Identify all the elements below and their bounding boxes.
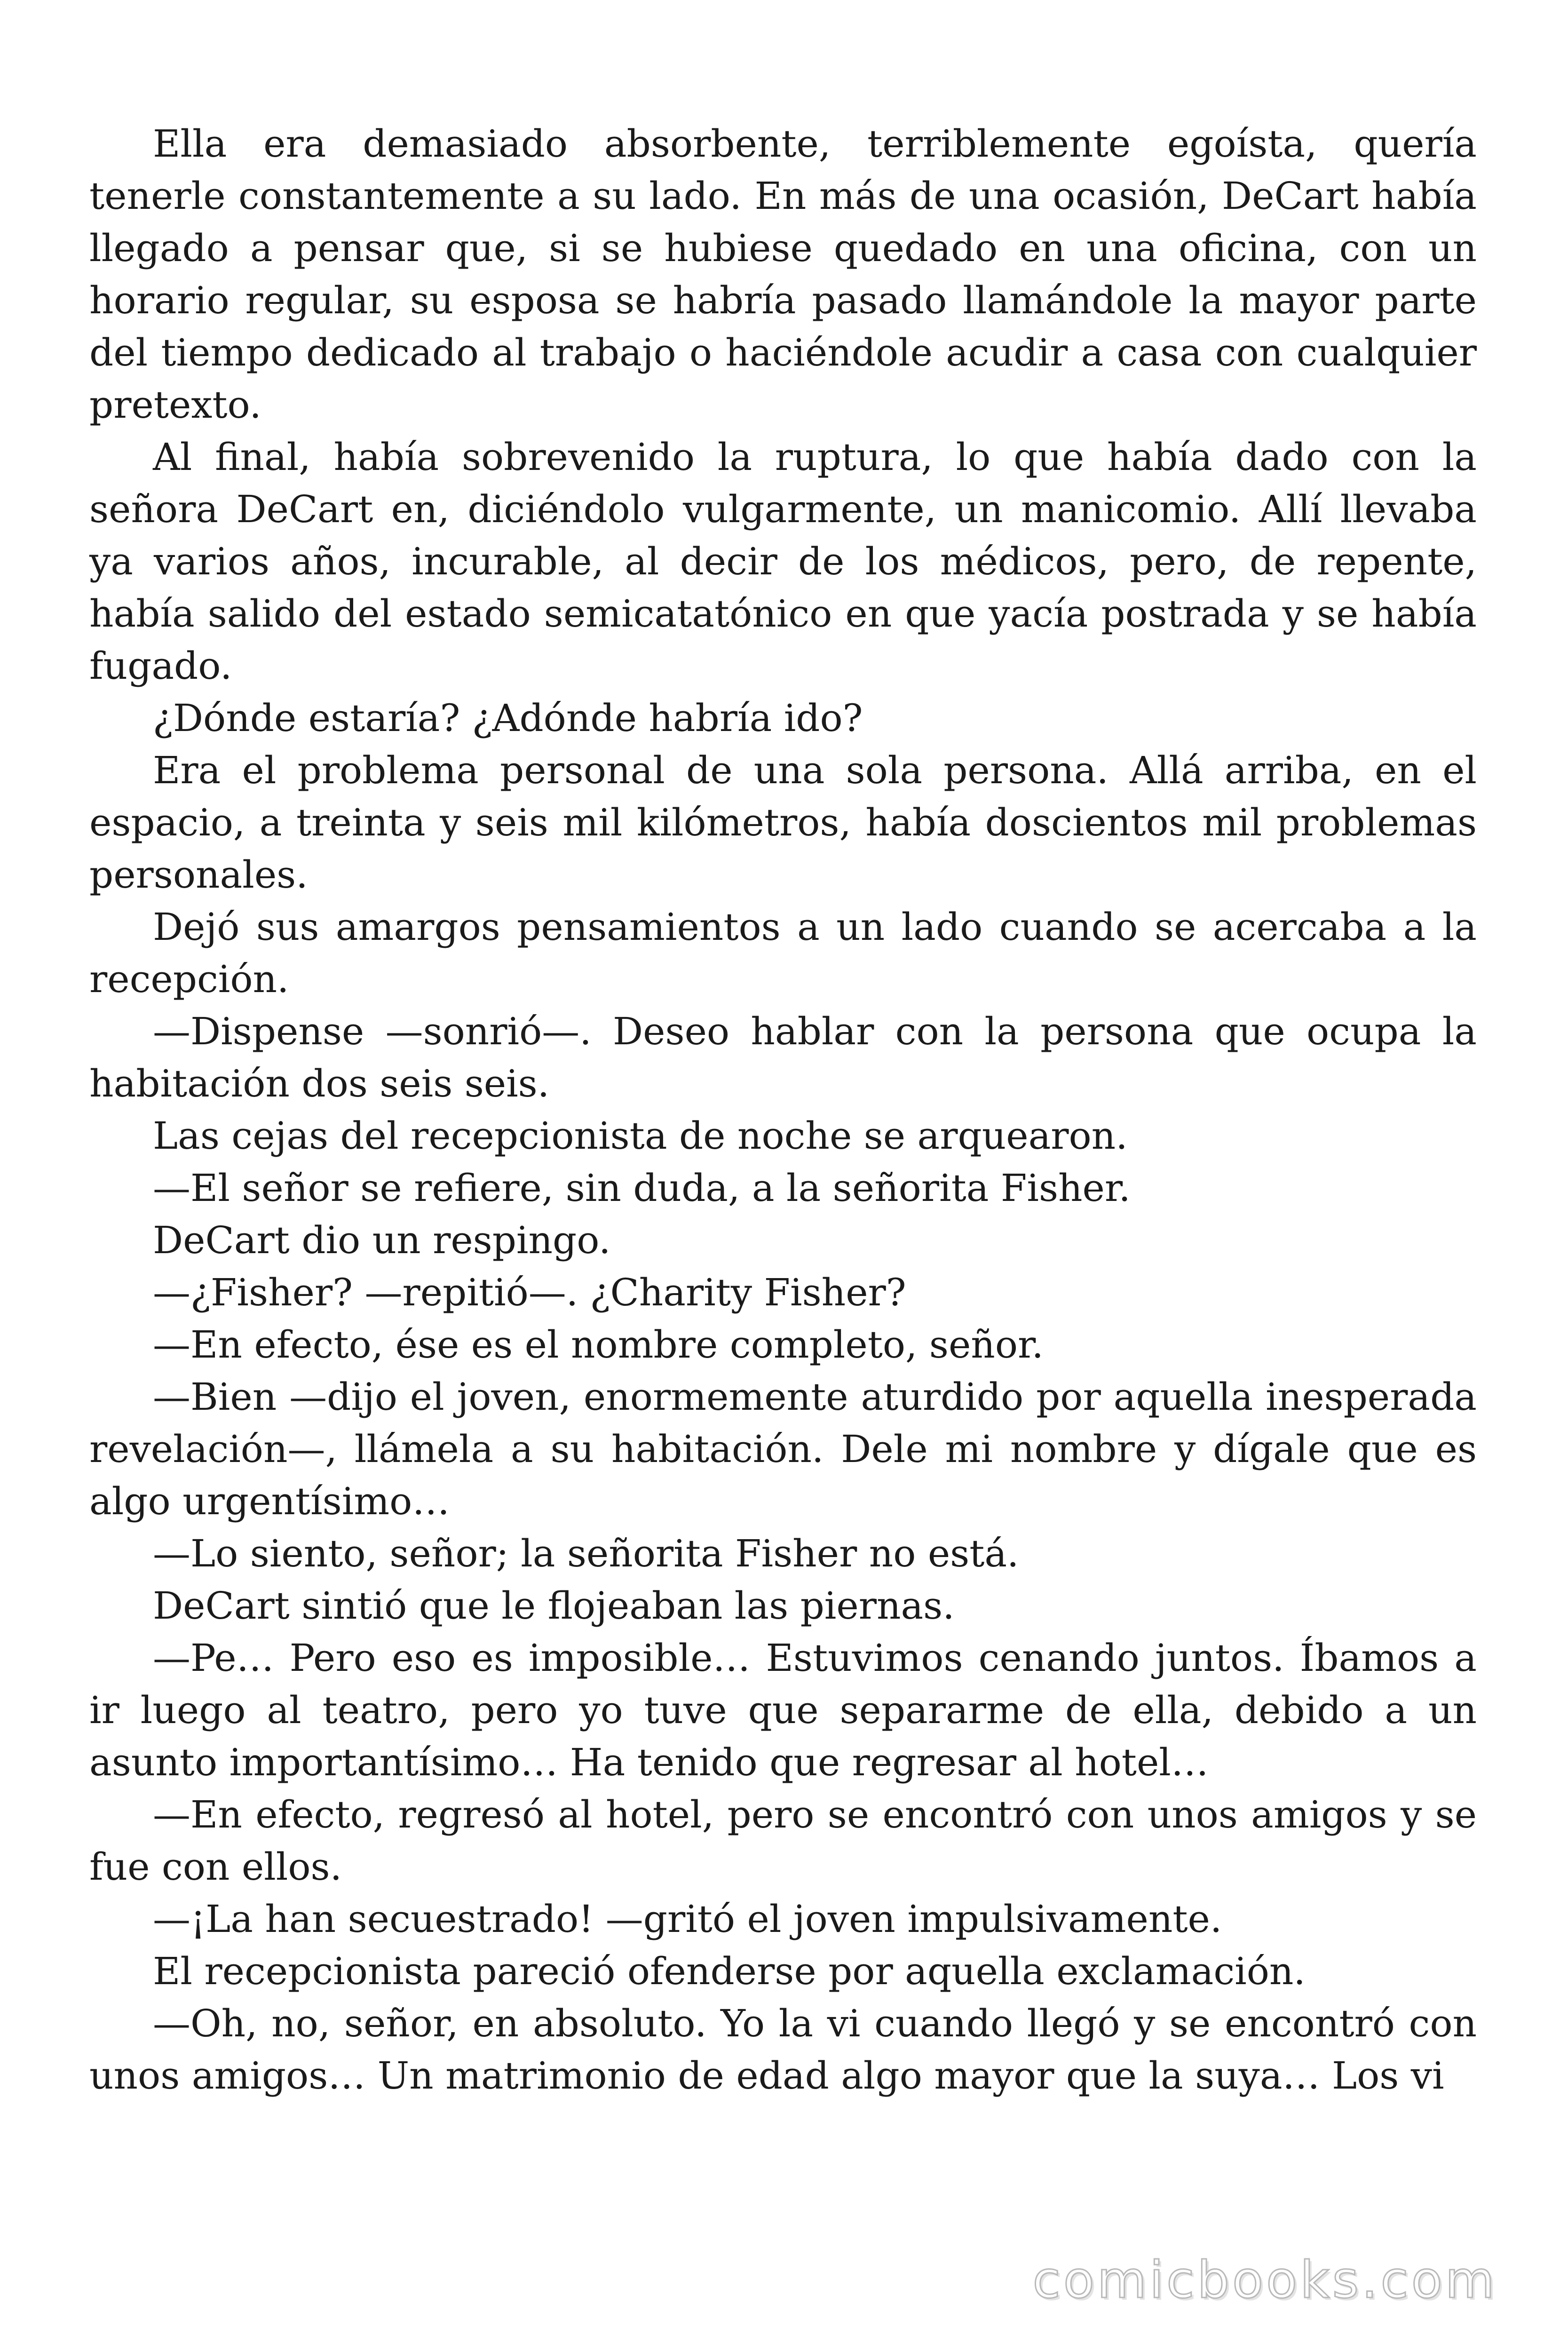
paragraph: Era el problema personal de una sola persona. Allá arriba, en el espacio, a treinta y seis mil kilómetros, había doscientos mil problemas personales. xyxy=(89,748,1477,897)
paragraph: —Dispense —sonrió—. Deseo hablar con la persona que ocupa la habitación dos seis seis. xyxy=(89,1009,1477,1105)
paragraph: —Pe… Pero eso es imposible… Estuvimos cenando juntos. Íbamos a ir luego al teatro, pero yo tuve que separarme de ella, debido a un asunto importantísimo… Ha tenido que regresar al hotel… xyxy=(89,1636,1477,1784)
paragraph: —Lo siento, señor; la señorita Fisher no está. xyxy=(153,1532,1019,1575)
paragraph: —¿Fisher? —repitió—. ¿Charity Fisher? xyxy=(153,1271,906,1314)
paragraph: —El señor se refiere, sin duda, a la señorita Fisher. xyxy=(153,1166,1131,1210)
paragraph: DeCart dio un respingo. xyxy=(153,1218,611,1262)
watermark: comicbooks.com xyxy=(1032,2251,1497,2310)
paragraph: —En efecto, regresó al hotel, pero se encontró con unos amigos y se fue con ellos. xyxy=(89,1793,1477,1889)
paragraph: Ella era demasiado absorbente, terriblemente egoísta, quería tenerle constantemente a su lado. En más de una ocasión, DeCart había llegado a pensar que, si se hubiese quedado en una oficina, con un horario regular, su esposa se habría pasado llamándole la mayor parte del tiempo dedicado al trabajo o haciéndole acudir a casa con cualquier pretexto. xyxy=(89,122,1477,427)
page-text xyxy=(89,118,1477,2102)
paragraph: —En efecto, ése es el nombre completo, señor. xyxy=(153,1323,1044,1367)
paragraph: DeCart sintió que le flojeaban las piernas. xyxy=(153,1584,955,1628)
paragraph: Las cejas del recepcionista de noche se arquearon. xyxy=(153,1114,1128,1158)
paragraph: —¡La han secuestrado! —gritó el joven impulsivamente. xyxy=(153,1897,1222,1941)
paragraph: Al final, había sobrevenido la ruptura, lo que había dado con la señora DeCart en, diciéndolo vulgarmente, un manicomio. Allí llevaba ya varios años, incurable, al decir de los médicos, pero, de repente, había salido del estado semicatatónico en que yacía postrada y se había fugado. xyxy=(89,435,1477,688)
paragraph: El recepcionista pareció ofenderse por aquella exclamación. xyxy=(153,1949,1306,1993)
paragraph: —Oh, no, señor, en absoluto. Yo la vi cuando llegó y se encontró con unos amigos… Un matrimonio de edad algo mayor que la suya… Los vi xyxy=(89,2002,1477,2098)
paragraph: —Bien —dijo el joven, enormemente aturdido por aquella inesperada revelación—, llámela a su habitación. Dele mi nombre y dígale que es algo urgentísimo… xyxy=(89,1375,1477,1523)
paragraph: Dejó sus amargos pensamientos a un lado cuando se acercaba a la recepción. xyxy=(89,905,1477,1001)
paragraph: ¿Dónde estaría? ¿Adónde habría ido? xyxy=(153,696,863,740)
